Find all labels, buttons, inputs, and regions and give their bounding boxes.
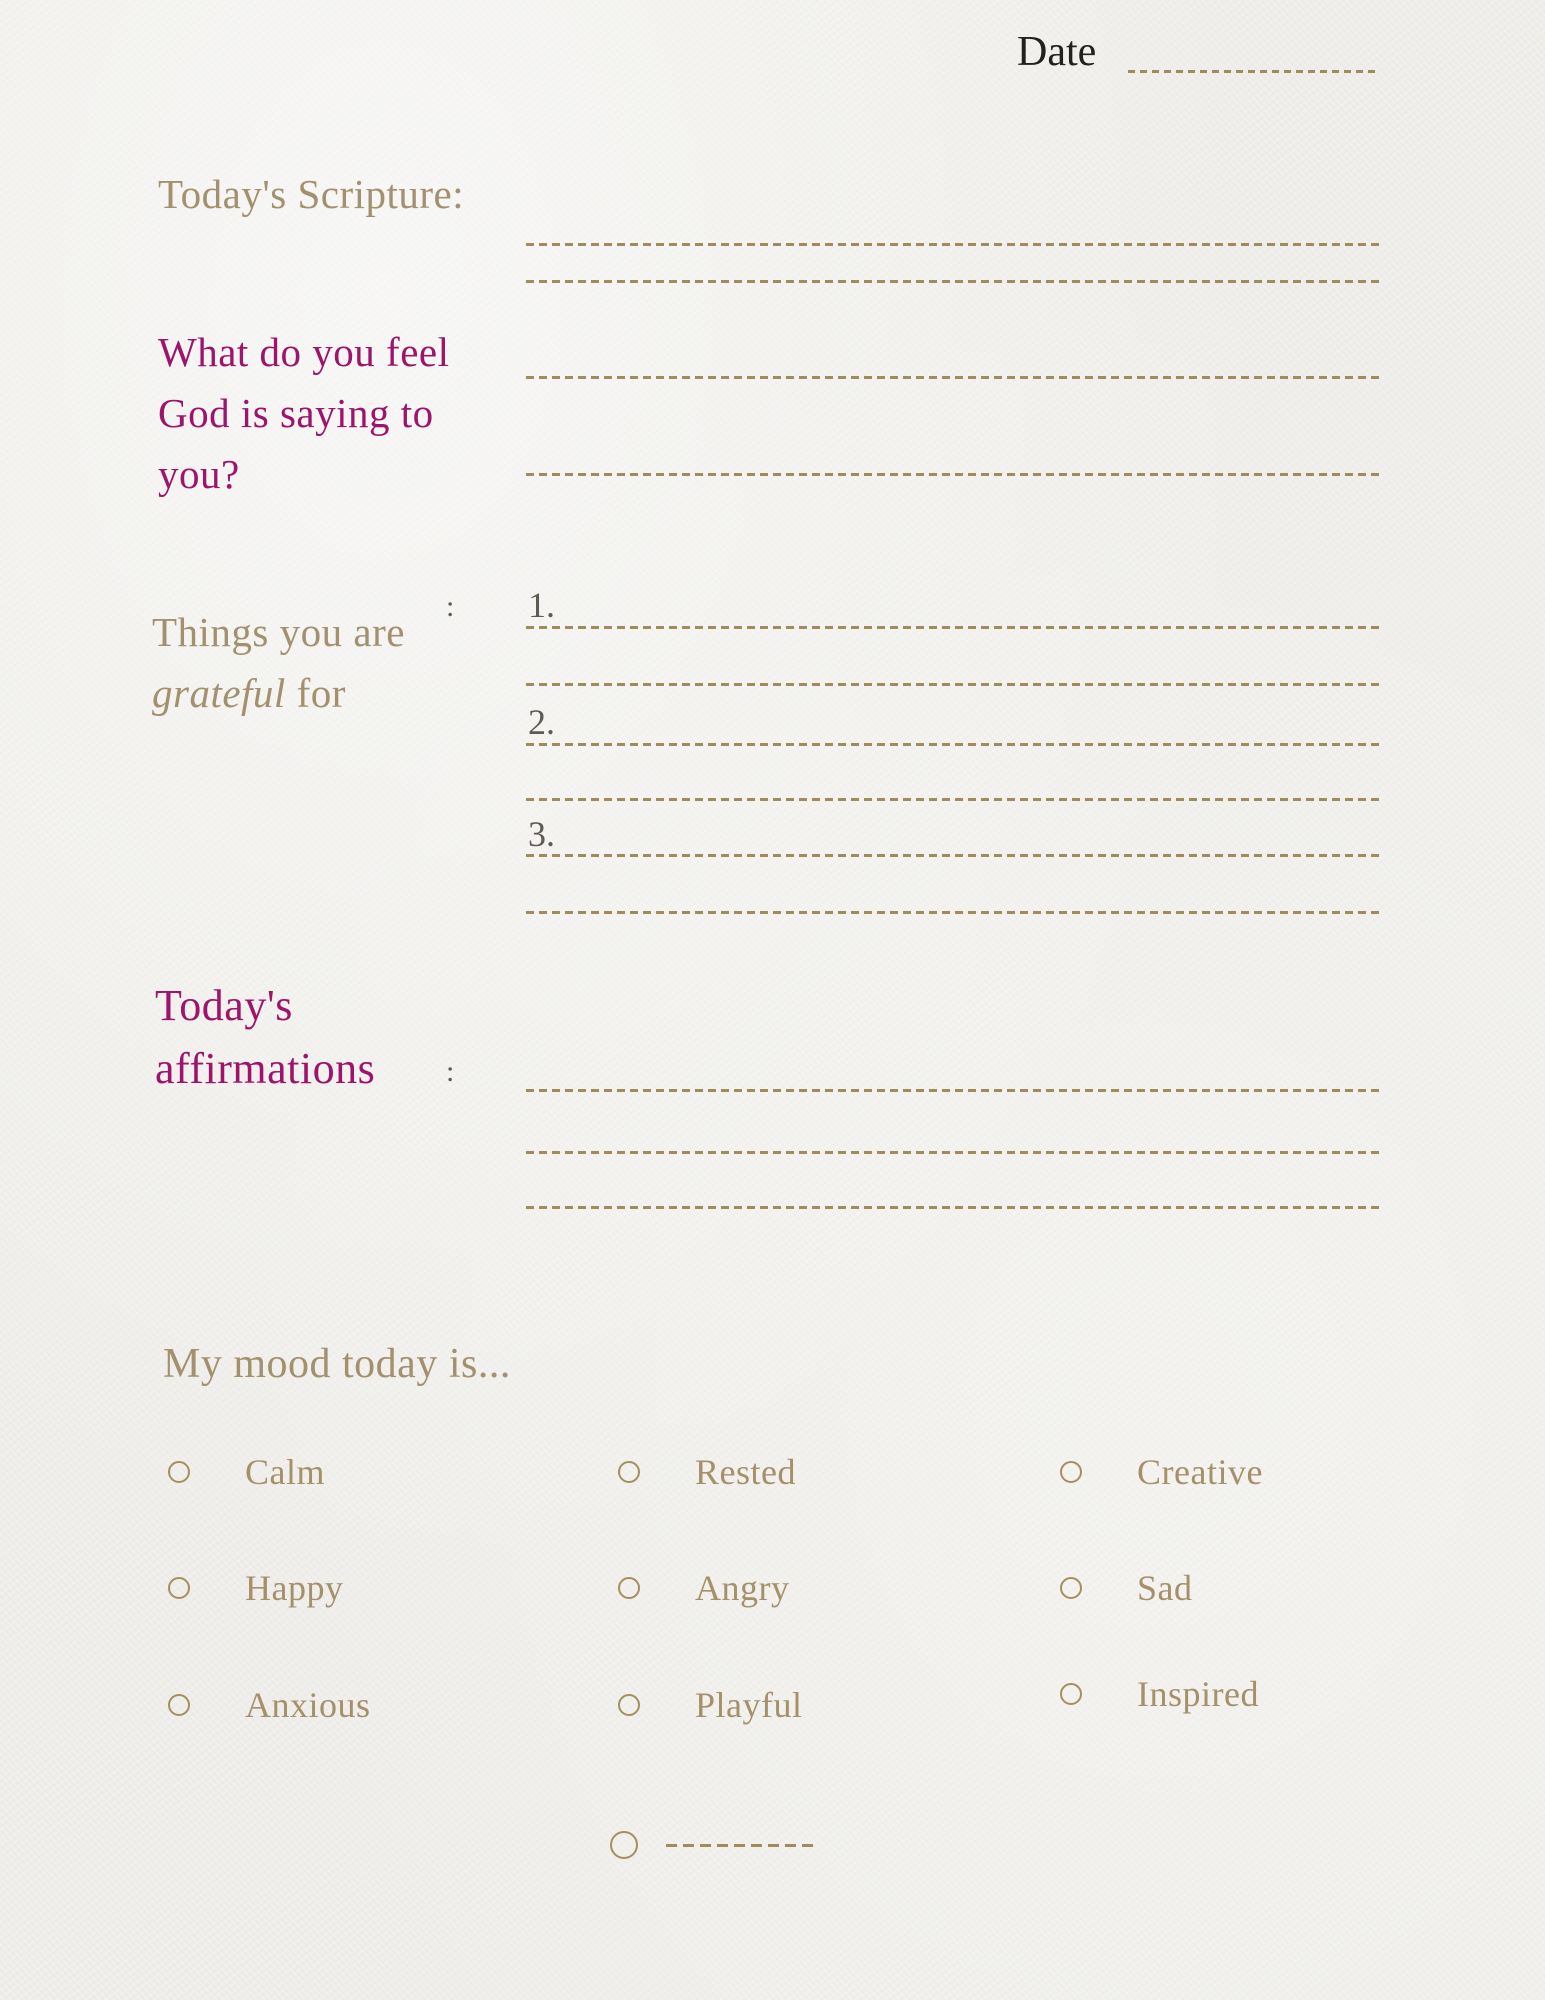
mood-option-inspired[interactable] (1060, 1674, 1259, 1714)
grateful-colon: : (446, 590, 455, 623)
grateful-rest-word: for (285, 670, 346, 716)
radio-circle-icon[interactable] (618, 1461, 640, 1483)
radio-circle-icon[interactable] (168, 1461, 190, 1483)
mood-option-happy[interactable] (168, 1568, 343, 1608)
grateful-item-2-number: 2. (528, 702, 555, 742)
grateful-item-1-line[interactable] (526, 626, 1380, 629)
mood-label-sad: Sad (1137, 1568, 1193, 1608)
mood-option-custom[interactable] (610, 1825, 818, 1865)
date-input-line[interactable] (1128, 70, 1376, 73)
affirmations-line-1: Today's (155, 981, 293, 1030)
affirmations-input-line-3[interactable] (526, 1206, 1380, 1209)
mood-option-rested[interactable] (618, 1452, 796, 1492)
scripture-input-line-1[interactable] (526, 243, 1380, 246)
mood-label-creative: Creative (1137, 1452, 1263, 1492)
mood-option-angry[interactable] (618, 1568, 790, 1608)
radio-circle-icon[interactable] (618, 1577, 640, 1599)
mood-label-happy: Happy (245, 1568, 344, 1608)
mood-label-rested: Rested (695, 1452, 796, 1492)
grateful-label (152, 602, 405, 724)
radio-circle-icon[interactable] (618, 1694, 640, 1716)
grateful-item-1-line-b[interactable] (526, 683, 1380, 686)
radio-circle-icon[interactable] (168, 1694, 190, 1716)
affirmations-line-2: affirmations (155, 1044, 376, 1093)
question-input-line-1[interactable] (526, 376, 1380, 379)
mood-label-calm: Calm (245, 1452, 325, 1492)
radio-circle-icon[interactable] (1060, 1683, 1082, 1705)
mood-option-anxious[interactable] (168, 1685, 371, 1725)
mood-section-title: My mood today is... (163, 1341, 511, 1387)
grateful-item-3-line-b[interactable] (526, 911, 1380, 914)
question-line-3: you? (158, 451, 240, 497)
question-line-1: What do you feel (158, 329, 450, 375)
mood-option-calm[interactable] (168, 1452, 325, 1492)
mood-option-sad[interactable] (1060, 1568, 1193, 1608)
date-label: Date (1017, 29, 1097, 75)
grateful-item-3-line[interactable] (526, 854, 1380, 857)
mood-label-inspired: Inspired (1137, 1674, 1259, 1714)
radio-circle-icon[interactable] (610, 1831, 638, 1859)
mood-option-playful[interactable] (618, 1685, 803, 1725)
affirmations-input-line-1[interactable] (526, 1089, 1380, 1092)
affirmations-colon: : (446, 1055, 455, 1088)
grateful-label-line-1: Things you are (152, 609, 405, 655)
question-line-2: God is saying to (158, 390, 434, 436)
custom-mood-input-line[interactable] (666, 1844, 818, 1847)
scripture-input-line-2[interactable] (526, 280, 1380, 283)
grateful-item-2-line-b[interactable] (526, 798, 1380, 801)
question-input-line-2[interactable] (526, 473, 1380, 476)
grateful-item-3-number: 3. (528, 814, 555, 854)
radio-circle-icon[interactable] (168, 1577, 190, 1599)
mood-label-anxious: Anxious (245, 1685, 371, 1725)
grateful-label-line-2 (152, 663, 405, 724)
radio-circle-icon[interactable] (1060, 1577, 1082, 1599)
mood-label-angry: Angry (695, 1568, 790, 1608)
grateful-italic-word: grateful (152, 670, 286, 716)
scripture-label: Today's Scripture: (158, 171, 465, 217)
affirmations-label (155, 974, 375, 1100)
question-label (158, 322, 449, 505)
grateful-item-2-line[interactable] (526, 743, 1380, 746)
mood-label-playful: Playful (695, 1685, 803, 1725)
mood-option-creative[interactable] (1060, 1452, 1263, 1492)
radio-circle-icon[interactable] (1060, 1461, 1082, 1483)
affirmations-input-line-2[interactable] (526, 1151, 1380, 1154)
grateful-item-1-number: 1. (528, 585, 555, 625)
